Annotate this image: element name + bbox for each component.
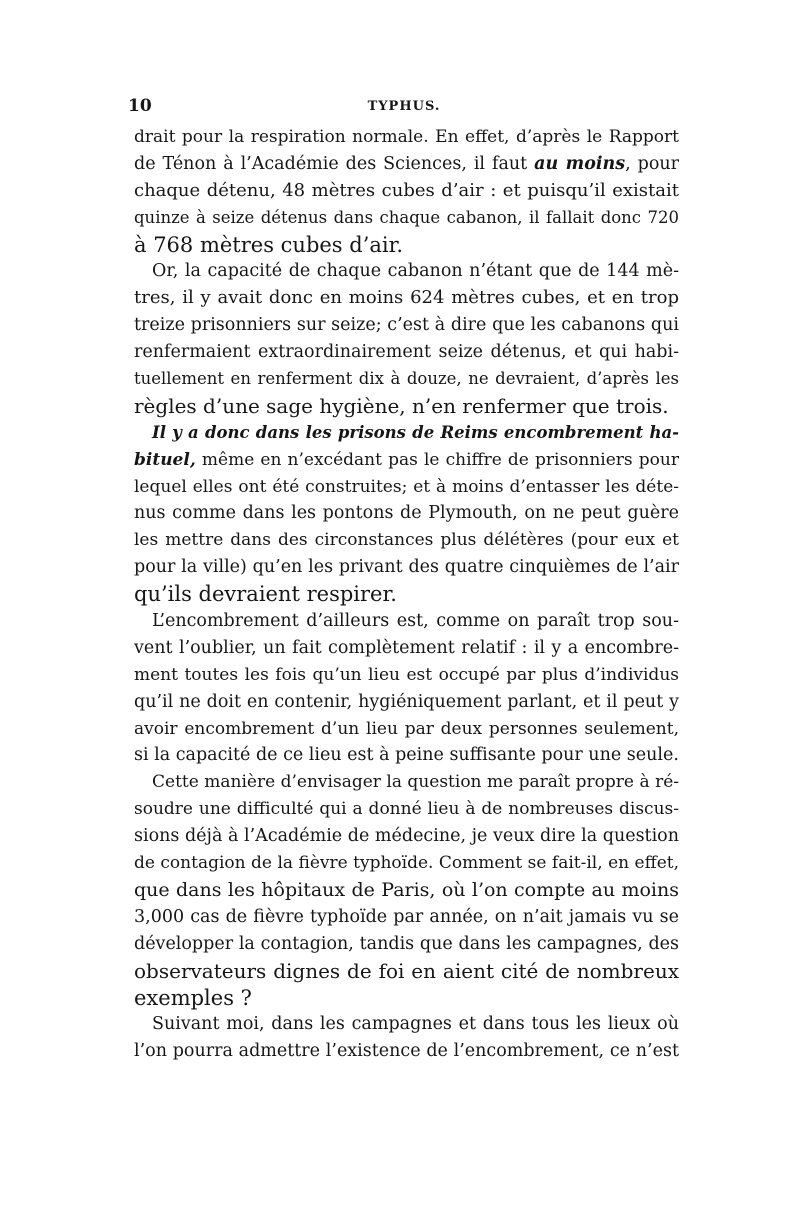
- text-line: que dans les hôpitaux de Paris, où l’on compte au moins: [134, 878, 679, 901]
- text-line: treize prisonniers sur seize; c’est à dire que les cabanons qui: [134, 315, 679, 336]
- text-line: renfermaient extraordinairement seize détenus, et qui habi-: [134, 342, 679, 363]
- text-line: exemples ?: [134, 985, 252, 1010]
- text-line: 3,000 cas de fièvre typhoïde par année, on n’ait jamais vu se: [134, 906, 679, 927]
- emphasis-text: Il y a donc dans les prisons de Reims encombrement ha-: [152, 422, 679, 442]
- text-line: développer la contagion, tandis que dans les campagnes, des: [134, 933, 679, 954]
- body-text: [134, 124, 679, 1065]
- text-segment: , pour: [625, 153, 679, 174]
- running-title: TYPHUS.: [367, 99, 441, 114]
- text-line: règles d’une sage hygiène, n’en renfermer que trois.: [134, 393, 669, 418]
- text-line: vent l’oublier, un fait complètement relatif : il y a encombre-: [134, 637, 679, 658]
- text-line: nus comme dans les pontons de Plymouth, on ne peut guère: [134, 503, 679, 524]
- text-line: si la capacité de ce lieu est à peine suffisante pour une seule.: [134, 745, 679, 766]
- text-line: qu’ils devraient respirer.: [134, 582, 397, 607]
- text-line: Cette manière d’envisager la question me paraît propre à ré-: [152, 772, 679, 793]
- text-line: ment toutes les fois qu’un lieu est occupé par plus d’individus: [134, 664, 679, 685]
- text-line: [134, 420, 679, 447]
- text-line: Suivant moi, dans les campagnes et dans tous les lieux où: [152, 1014, 679, 1035]
- text-line: de contagion de la fièvre typhoïde. Comment se fait-il, en effet,: [134, 853, 679, 874]
- text-line: L’encombrement d’ailleurs est, comme on paraît trop sou-: [152, 611, 679, 632]
- text-line: tuellement en renferment dix à douze, ne devraient, d’après les: [134, 369, 679, 389]
- text-line: tres, il y avait donc en moins 624 mètres cubes, et en trop: [134, 287, 679, 309]
- text-segment: même en n’excédant pas le chiffre de prisonniers pour: [195, 449, 679, 470]
- text-segment: de Ténon à l’Académie des Sciences, il faut: [134, 153, 528, 174]
- text-line: sions déjà à l’Académie de médecine, je veux dire la question: [134, 826, 679, 847]
- text-line: pour la ville) qu’en les privant des quatre cinquièmes de l’air: [134, 557, 679, 578]
- text-line: lequel elles ont été construites; et à moins d’entasser les déte-: [134, 476, 679, 497]
- text-line: à 768 mètres cubes d’air.: [134, 232, 404, 257]
- text-line: [134, 447, 679, 474]
- text-line: l’on pourra admettre l’existence de l’encombrement, ce n’est: [134, 1041, 679, 1062]
- text-line: chaque détenu, 48 mètres cubes d’air : et puisqu’il existait: [134, 179, 679, 201]
- text-line: observateurs dignes de foi en aient cité de nombreux: [134, 958, 679, 983]
- text-line: drait pour la respiration normale. En effet, d’après le Rapport: [134, 127, 679, 147]
- text-line: soudre une difficulté qui a donné lieu à de nombreuses discus-: [134, 799, 679, 820]
- page-number: 10: [128, 96, 152, 116]
- emphasis-text: bituel,: [134, 449, 196, 470]
- text-line: [134, 151, 679, 178]
- running-head: [128, 96, 680, 118]
- text-line: quinze à seize détenus dans chaque cabanon, il fallait donc 720: [134, 207, 679, 227]
- text-line: avoir encombrement d’un lieu par deux personnes seulement,: [134, 718, 679, 739]
- text-line: les mettre dans des circonstances plus délétères (pour eux et: [134, 530, 679, 551]
- text-line: Or, la capacité de chaque cabanon n’étant que de 144 mè-: [152, 261, 679, 282]
- text-line: qu’il ne doit en contenir, hygiéniquement parlant, et il peut y: [134, 691, 679, 712]
- emphasis-text: au moins: [534, 153, 626, 174]
